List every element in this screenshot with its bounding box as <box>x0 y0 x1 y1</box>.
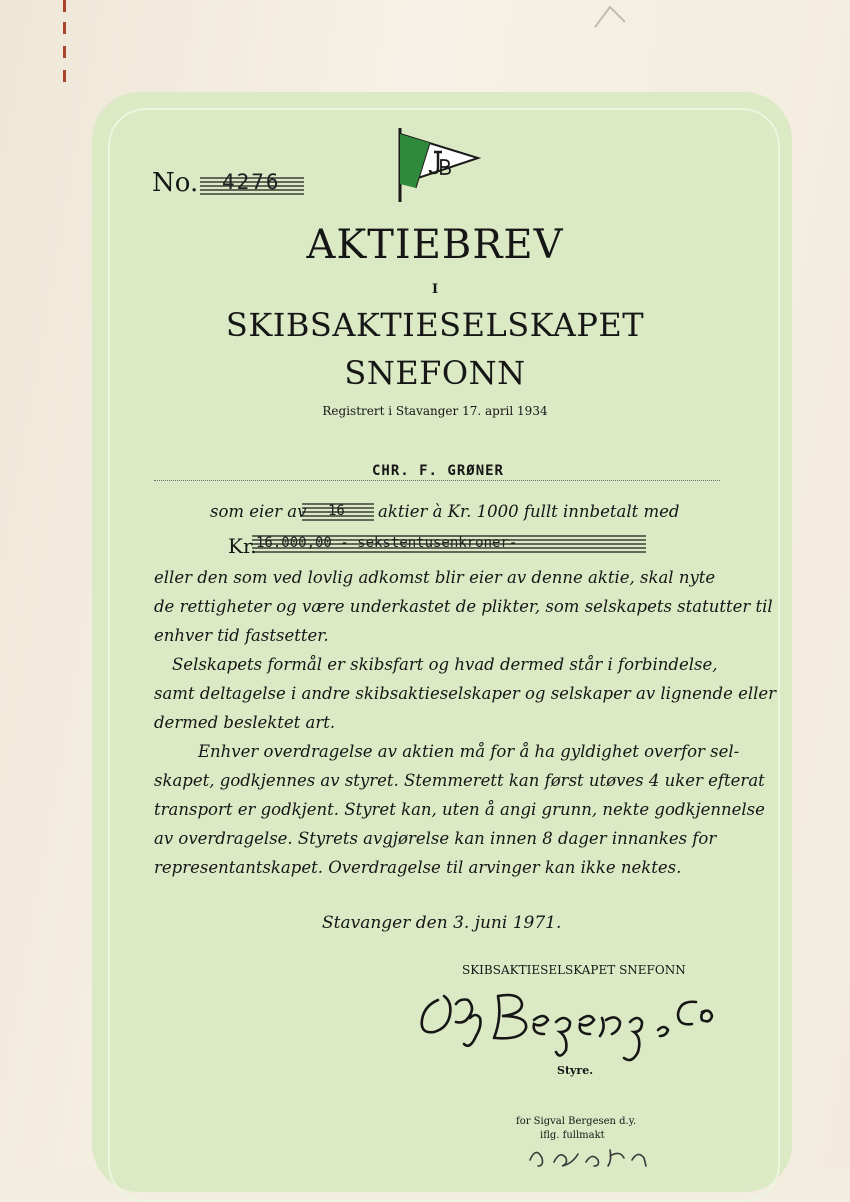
red-fold-marks <box>63 0 66 90</box>
board-label: Styre. <box>557 1064 594 1077</box>
paragraph-line: transport er godkjent. Styret kan, uten å angi grunn, nekte godkjennelse <box>154 800 765 819</box>
shares-suffix: aktier à Kr. 1000 fullt innbetalt med <box>378 502 680 521</box>
proxy-signature <box>520 1140 660 1168</box>
company-name-line2: SNEFONN <box>344 354 526 392</box>
place-date: Stavanger den 3. juni 1971. <box>322 913 562 933</box>
paragraph-line: de rettigheter og være underkastet de plikter, som selskapets statutter til <box>154 597 773 616</box>
shares-prefix: som eier av <box>210 502 307 521</box>
proxy-line1: for Sigval Bergesen d.y. <box>516 1116 637 1127</box>
issuer-name: SKIBSAKTIESELSKAPET SNEFONN <box>462 963 686 977</box>
shares-count: 16 <box>328 503 345 519</box>
paper-stain <box>590 2 630 32</box>
owner-dotted-line <box>154 480 720 481</box>
proxy-line2: iflg. fullmakt <box>540 1130 605 1141</box>
paragraph-purpose <box>154 650 777 737</box>
amount-label: Kr. <box>228 534 257 558</box>
paragraph-line: representantskapet. Overdragelse til arvinger kan ikke nektes. <box>154 858 682 877</box>
paragraph-line: enhver tid fastsetter. <box>154 626 329 645</box>
certificate-title: AKTIEBREV <box>306 222 564 268</box>
paragraph-rights <box>154 563 773 650</box>
amount-value: 16.000,00 - sekstentusenkroner- <box>256 535 518 551</box>
certificate-number: 4276 <box>222 170 281 194</box>
owner-name: CHR. F. GRØNER <box>371 463 504 479</box>
company-flag-logo <box>394 124 486 204</box>
paragraph-line: skapet, godkjennes av styret. Stemmerett kan først utøves 4 uker efterat <box>154 771 765 790</box>
company-name-line1: SKIBSAKTIESELSKAPET <box>225 306 645 344</box>
title-connector: I <box>431 282 439 297</box>
paragraph-line: Selskapets formål er skibsfart og hvad dermed står i forbindelse, <box>172 655 718 674</box>
paragraph-transfer <box>154 737 765 882</box>
paragraph-line: Enhver overdragelse av aktien må for å ha gyldighet overfor sel- <box>198 742 740 761</box>
paragraph-line: samt deltagelse i andre skibsaktieselskaper og selskaper av lignende eller <box>154 684 777 703</box>
paragraph-line: av overdragelse. Styrets avgjørelse kan innen 8 dager innankes for <box>154 829 717 848</box>
paragraph-line: dermed beslektet art. <box>154 713 336 732</box>
paragraph-line: eller den som ved lovlig adkomst blir eier av denne aktie, skal nyte <box>154 568 716 587</box>
number-label: No. <box>152 168 199 198</box>
registration-text: Registrert i Stavanger 17. april 1934 <box>322 404 548 418</box>
handwritten-signature <box>410 978 730 1068</box>
